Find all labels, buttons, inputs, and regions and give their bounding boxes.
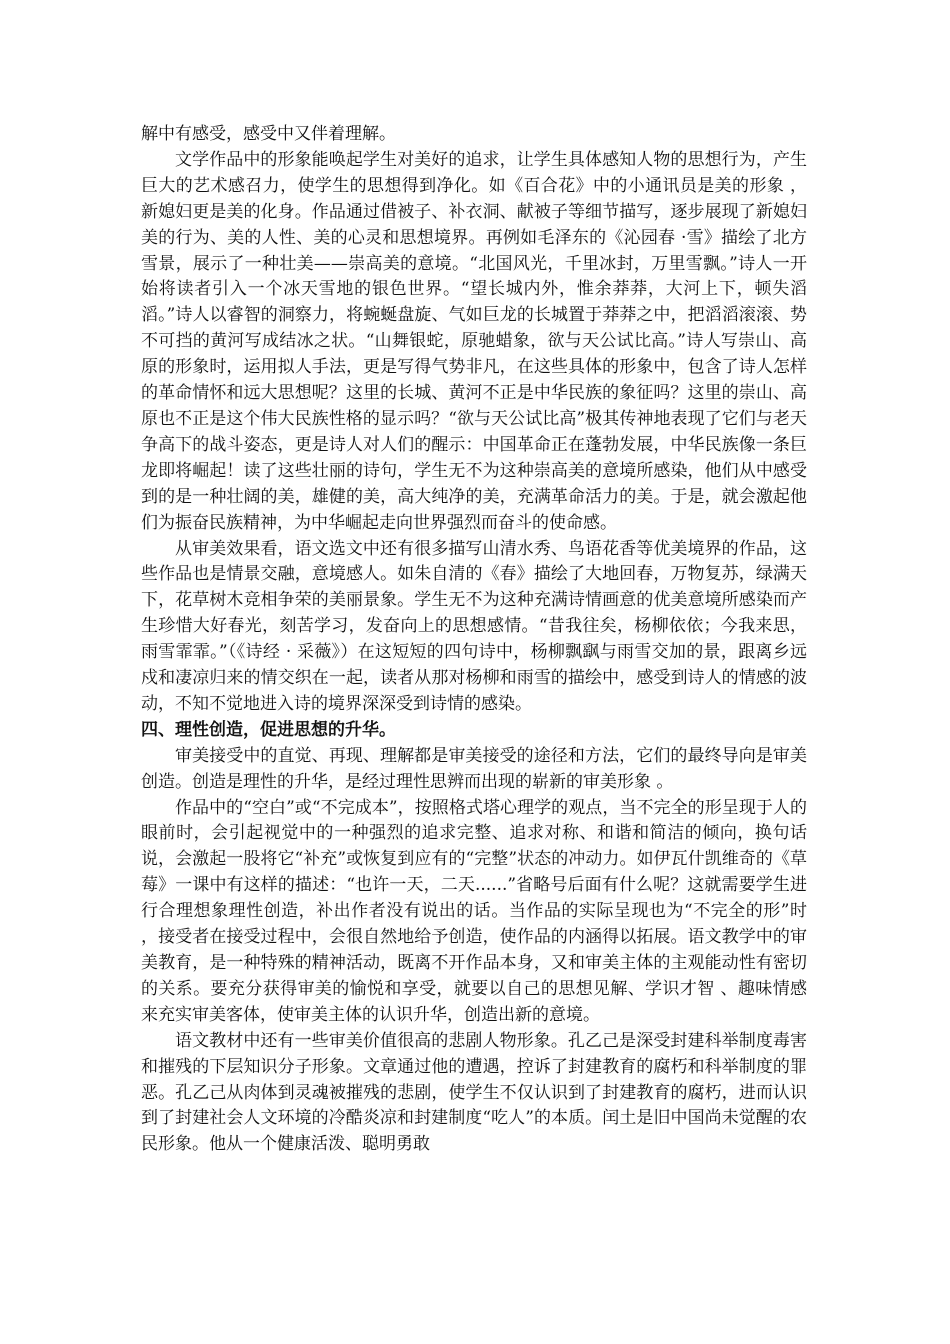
document-page — [141, 122, 807, 1158]
paragraph-gestalt-blank: 作品中的“空白”或“不完成本”，按照格式塔心理学的观点，当不完全的形呈现于人的眼前时，会引起视觉中的一种强烈的追求完整、追求对称、和谐和简洁的倾向，换句话说，会激起一股将它“补充”或恢复到应有的“完整”状态的冲动力。如伊瓦什凯维奇的《草莓》一课中有这样的描述：“也许一天，二天......”省略号后面有什么呢？这就需要学生进行合理想象理性创造，补出作者没有说出的话。当作品的实际呈现也为“不完全的形”时 ，接受者在接受过程中，会很自然地给予创造，使作品的内涵得以拓展。语文教学中的审美教育，是一种特殊的精神活动，既离不开作品本身，又和审美主体的主观能动性有密切的关系。要充分获得审美的愉悦和享受，就要以自己的思想见解、学识才智 、趣味情感来充实审美客体，使审美主体的认识升华，创造出新的意境。 — [141, 797, 807, 1025]
paragraph-tragic-figures: 语文教材中还有一些审美价值很高的悲剧人物形象。孔乙己是深受封建科举制度毒害和摧残的下层知识分子形象。文章通过他的遭遇，控诉了封建教育的腐朽和科举制度的罪恶。孔乙己从肉体到灵魂被摧残的悲剧，使学生不仅认识到了封建教育的腐朽，进而认识到了封建社会人文环境的冷酷炎凉和封建制度“吃人”的本质。闰土是旧中国尚未觉醒的农民形象。他从一个健康活泼、聪明勇敢 — [141, 1030, 807, 1155]
paragraph-aesthetic-reception: 审美接受中的直觉、再现、理解都是审美接受的途径和方法，它们的最终导向是审美创造。创造是理性的升华，是经过理性思辨而出现的崭新的审美形象 。 — [141, 745, 807, 792]
paragraph-continuation: 解中有感受，感受中又伴着理解。 — [141, 124, 396, 144]
section-heading: 四、理性创造，促进思想的升华。 — [141, 719, 396, 740]
paragraph-aesthetic-effect: 从审美效果看，语文选文中还有很多描写山清水秀、鸟语花香等优美境界的作品，这些作品也是情景交融，意境感人。如朱自清的《春》描绘了大地回春，万物复苏，绿满天下，花草树木竞相争荣的美丽景象。学生无不为这种充满诗情画意的优美意境所感染而产生珍惜大好春光，刻苦学习，发奋向上的思想感情。“昔我往矣，杨柳依依；今我来思，雨雪霏霏。”（《诗经 · 采薇》）在这短短的四句诗中，杨柳飘飖与雨雪交加的景，跟离乡远戍和凄凉归来的情交织在一起，读者从那对杨柳和雨雪的描绘中，感受到诗人的情感的波动，不知不觉地进入诗的境界深深受到诗情的感染。 — [141, 538, 807, 714]
paragraph-literary-images: 文学作品中的形象能唤起学生对美好的追求，让学生具体感知人物的思想行为，产生巨大的艺术感召力，使学生的思想得到净化。如《百合花》中的小通讯员是美的形象 ，新媳妇更是美的化身。作品通过借被子、补衣洞、献被子等细节描写，逐步展现了新媳妇美的行为、美的人性、美的心灵和思想境界。再例如毛泽东的《沁园春 ·雪》描绘了北方雪景，展示了一种壮美——崇高美的意境。“北国风光，千里冰封，万里雪飘。”诗人一开始将读者引入一个冰天雪地的银色世界。“望长城内外，惟余莽莽，大河上下，顿失滔滔。”诗人以睿智的洞察力，将蜿蜒盘旋、气如巨龙的长城置于莽莽之中，把滔滔滚滚、势不可挡的黄河写成结冰之状。“山舞银蛇，原驰蜡象，欲与天公试比高。”诗人写崇山、高原的形象时，运用拟人手法，更是写得气势非凡，在这些具体的形象中，包含了诗人怎样的革命情怀和远大思想呢？这里的长城、黄河不正是中华民族的象征吗？这里的崇山、高原也不正是这个伟大民族性格的显示吗？“欲与天公试比高”极其传神地表现了它们与老天争高下的战斗姿态，更是诗人对人们的醒示：中国革命正在蓬勃发展，中华民族像一条巨龙即将崛起！读了这些壮丽的诗句，学生无不为这种崇高美的意境所感染，他们从中感受到的是一种壮阔的美，雄健的美，高大纯净的美，充满革命活力的美。于是，就会激起他们为振奋民族精神，为中华崛起走向世界强烈而奋斗的使命感。 — [141, 149, 807, 533]
